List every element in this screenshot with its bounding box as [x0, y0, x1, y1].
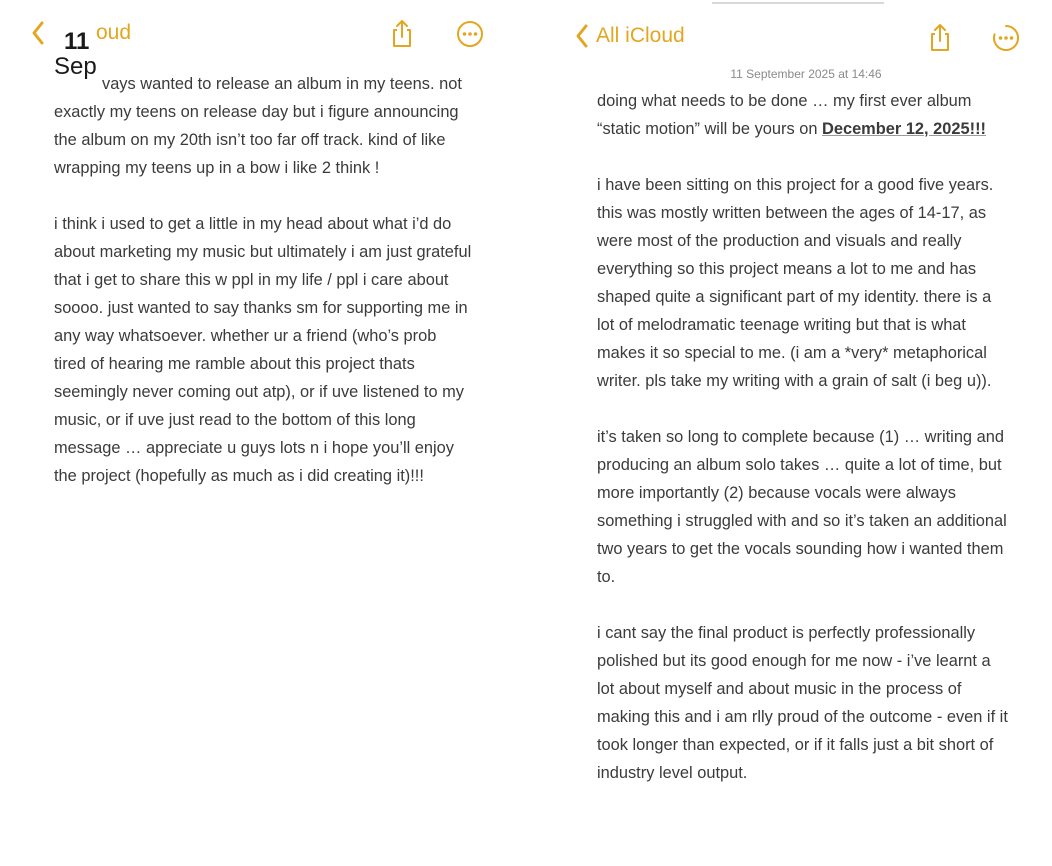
share-button[interactable] [386, 18, 418, 50]
release-date-link[interactable]: December 12, 2025!!! [822, 120, 986, 138]
note-date: 11 September 2025 at 14:46 [730, 67, 882, 81]
stamp-day: 11 [64, 28, 90, 55]
stamp-month: Sep [54, 53, 97, 80]
more-button[interactable] [454, 18, 486, 50]
chevron-left-icon [30, 20, 46, 46]
note-paragraph: i cant say the final product is perfectly professionally polished but its good enough for me now - i’ve learnt a lot about myself and about music in the process of making this and i am rlly proud of the outcome - even if it took longer than expected, or if it falls just a bit short of industry level output. [597, 624, 1008, 782]
note-paragraph: vays wanted to release an album in my teens. not exactly my teens on release day but i figure announcing the album on my 20th isn’t too far off track. kind of like wrapping my teens up in a bow i like 2 think ! [54, 75, 462, 177]
note-paragraph: i think i used to get a little in my head about what i’d do about marketing my music but ultimately i am just grateful that i get to share this w ppl in my life / ppl i care about soooo. just wanted to say thanks sm for supporting me in any way whatsoever. whether ur a friend (who’s prob tired of hearing me ramble about this project thats seemingly never coming out atp), or if uve listened to my music, or if uve just read to the bottom of this long message … appreciate u guys lots n i hope you’ll enjoy the project (hopefully as much as i did creating it)!!! [54, 215, 472, 485]
note-paragraph [597, 87, 1011, 143]
back-label: oud [96, 21, 132, 44]
back-label: All iCloud [596, 24, 685, 47]
note-paragraph: i have been sitting on this project for a good five years. this was mostly written between the ages of 14-17, as were most of the production and visuals and really everything so this project means a lot to me and has shaped quite a significant part of my identity. there is a lot of melodramatic teenage writing but that is what makes it so special to me. (i am a *very* metaphorical writer. pls take my writing with a grain of salt (i beg u)). [597, 176, 994, 390]
note-text: doing what needs to be done … my first ever album “static motion” will be yours on [597, 92, 972, 138]
more-icon [990, 22, 1022, 54]
share-button[interactable] [924, 22, 956, 54]
more-button[interactable] [990, 22, 1022, 54]
left-note-body[interactable] [54, 70, 472, 490]
share-icon [386, 18, 418, 50]
right-note-panel [560, 0, 1052, 866]
chevron-left-icon [574, 23, 590, 49]
right-note-body[interactable] [597, 87, 1011, 787]
back-button[interactable] [574, 23, 685, 49]
more-icon [454, 18, 486, 50]
share-icon [924, 22, 956, 54]
right-top-bar [560, 0, 1052, 64]
note-paragraph: it’s taken so long to complete because (1) … writing and producing an album solo takes … quite a lot of time, but more importantly (2) because vocals were always something i struggled with and so it’s taken an additional two years to get the vocals sounding how i wanted them to. [597, 428, 1007, 586]
